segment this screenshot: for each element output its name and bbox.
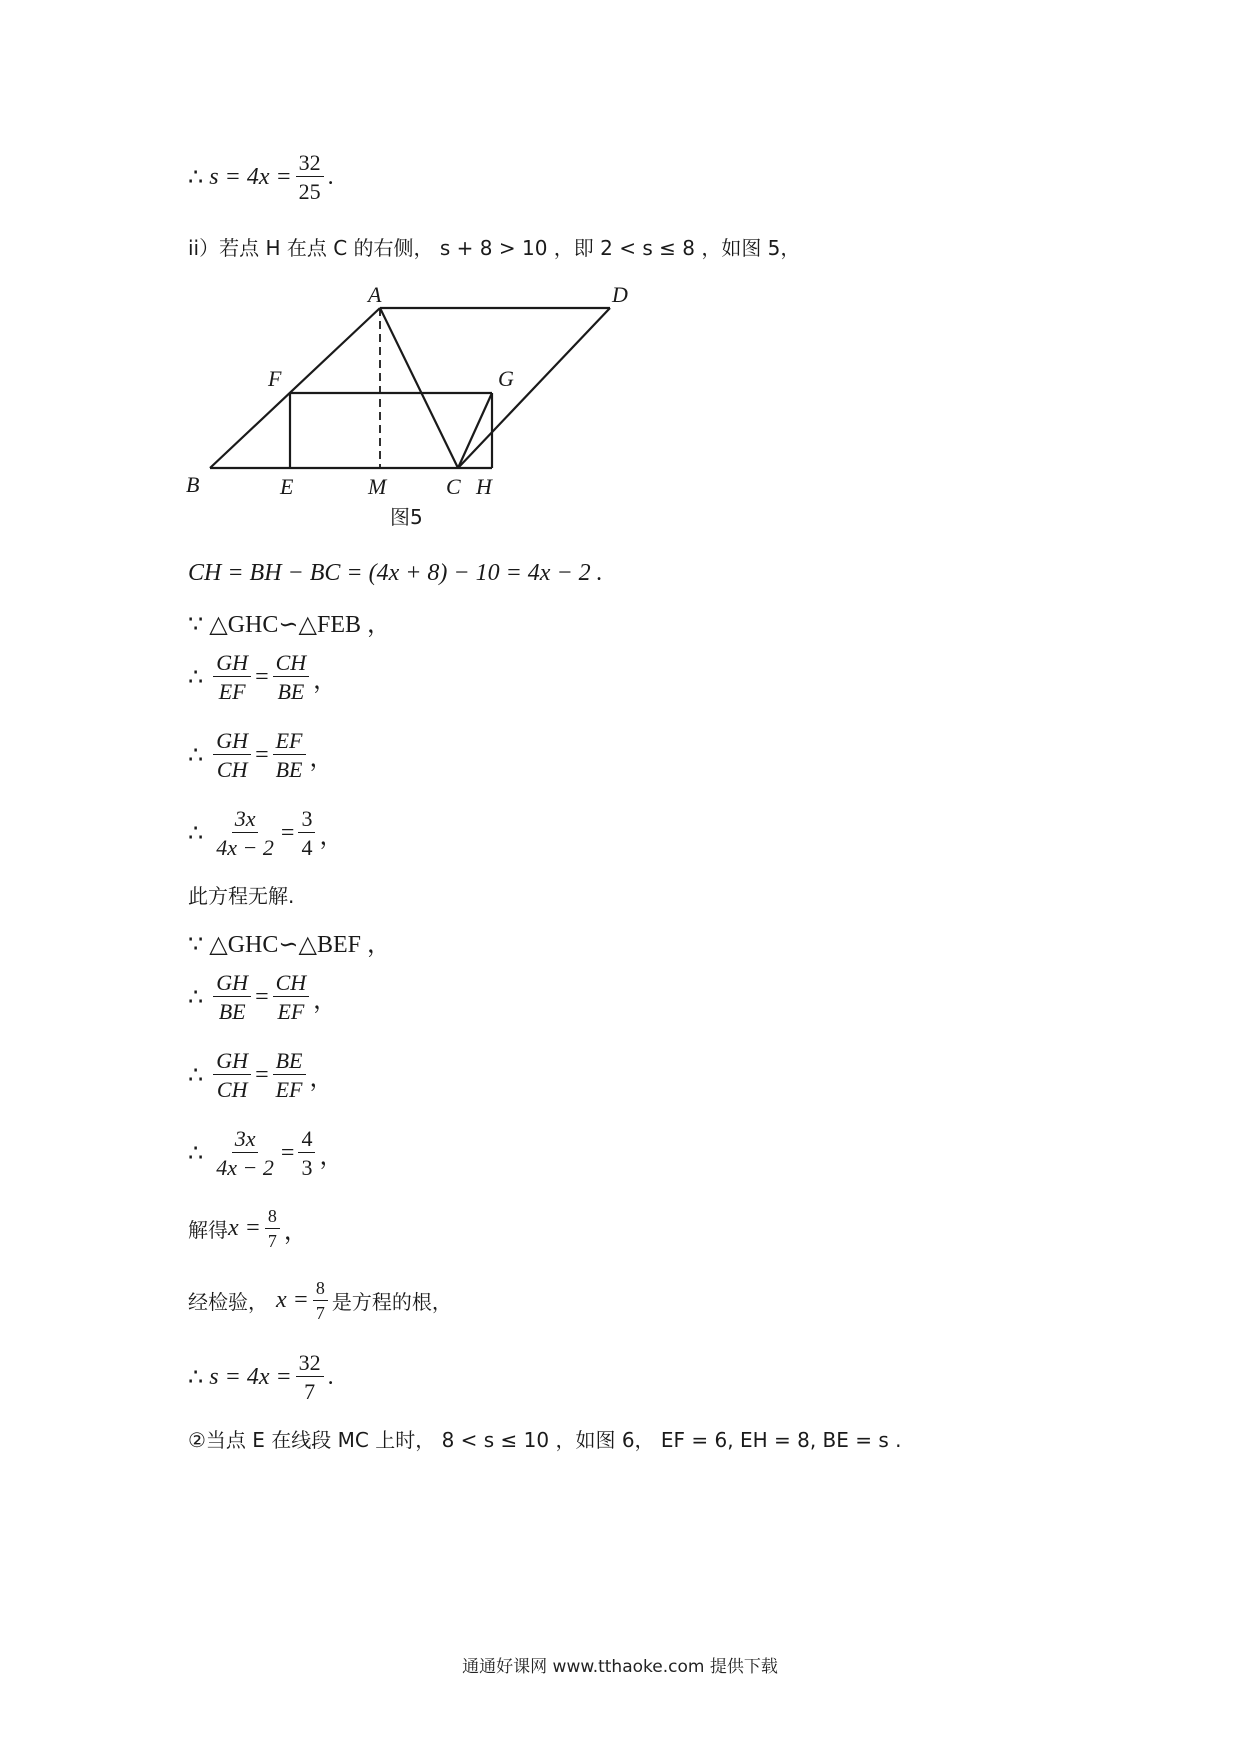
fraction: $\frac{3x}{4x - 2}$ — [216, 806, 274, 861]
fraction: $\frac{GH}{CH}$ — [213, 728, 251, 783]
label-e: E — [280, 474, 294, 499]
equation-line-1: ∴ s = 4x = $\frac{32}{25}$ . — [188, 150, 334, 205]
case-ii-statement: ii）若点 H 在点 C 的右侧， s + 8 > 10 ，即 2 < s ≤ 8 ，如图 5， — [188, 236, 801, 260]
fraction: $\frac{GH}{BE}$ — [213, 970, 251, 1025]
ratio-line-1: ∴ $\frac{GH}{EF}$ = $\frac{CH}{BE}$ ， — [188, 650, 338, 705]
label-f: F — [268, 366, 282, 391]
label-d: D — [612, 282, 628, 307]
ratio-line-2: ∴ $\frac{GH}{CH}$ = $\frac{EF}{BE}$ ， — [188, 728, 334, 783]
verification-line: 经检验， x = $\frac{8}{7}$ 是方程的根， — [188, 1278, 452, 1323]
label-h: H — [476, 474, 492, 499]
page-footer: 通通好课网 www.tthaoke.com 提供下载 — [462, 1657, 778, 1677]
fraction: $\frac{32}{7}$ — [296, 1350, 324, 1405]
fraction: $\frac{4}{3}$ — [298, 1126, 315, 1181]
fraction: $\frac{BE}{EF}$ — [273, 1048, 306, 1103]
fraction: $\frac{CH}{EF}$ — [273, 970, 310, 1025]
fraction: $\frac{3}{4}$ — [298, 806, 315, 861]
label-m: M — [368, 474, 387, 499]
segment-ba — [210, 308, 380, 468]
label-c: C — [446, 474, 461, 499]
fraction: $\frac{3x}{4x - 2}$ — [216, 1126, 274, 1181]
fraction: $\frac{32}{25}$ — [296, 150, 324, 205]
solution-line: 解得 x = $\frac{8}{7}$ ， — [188, 1206, 308, 1251]
ratio-line-3: ∴ $\frac{3x}{4x - 2}$ = $\frac{3}{4}$ ， — [188, 806, 344, 861]
figure-5-diagram — [180, 280, 640, 530]
case-2-statement: ②当点 E 在线段 MC 上时， 8 < s ≤ 10 ，如图 6， EF = 6, EH = 8, BE = s . — [188, 1428, 902, 1452]
ratio-line-6: ∴ $\frac{3x}{4x - 2}$ = $\frac{4}{3}$ ， — [188, 1126, 344, 1181]
fraction: $\frac{8}{7}$ — [313, 1278, 328, 1323]
segment-gc — [458, 393, 492, 468]
ratio-line-4: ∴ $\frac{GH}{BE}$ = $\frac{CH}{EF}$ ， — [188, 970, 338, 1025]
fraction: $\frac{GH}{EF}$ — [213, 650, 251, 705]
label-b: B — [186, 472, 200, 497]
fraction: $\frac{CH}{BE}$ — [273, 650, 310, 705]
segment-dc — [458, 308, 610, 468]
label-g: G — [498, 366, 514, 391]
expression: s = 4x = — [209, 163, 292, 190]
fraction: $\frac{GH}{CH}$ — [213, 1048, 251, 1103]
no-solution-text: 此方程无解. — [188, 884, 295, 908]
fraction: $\frac{EF}{BE}$ — [273, 728, 306, 783]
equation-ch: CH = BH − BC = (4x + 8) − 10 = 4x − 2 . — [188, 560, 603, 586]
label-a: A — [368, 282, 382, 307]
fraction: $\frac{8}{7}$ — [265, 1206, 280, 1251]
result-line: ∴ s = 4x = $\frac{32}{7}$ . — [188, 1350, 334, 1405]
segment-ac — [380, 308, 458, 468]
ratio-line-5: ∴ $\frac{GH}{CH}$ = $\frac{BE}{EF}$ ， — [188, 1048, 334, 1103]
similar-triangles-1: ∵ △GHC∽△FEB ， — [188, 612, 391, 638]
figure-caption: 图5 — [390, 505, 423, 529]
similar-triangles-2: ∵ △GHC∽△BEF ， — [188, 932, 391, 958]
